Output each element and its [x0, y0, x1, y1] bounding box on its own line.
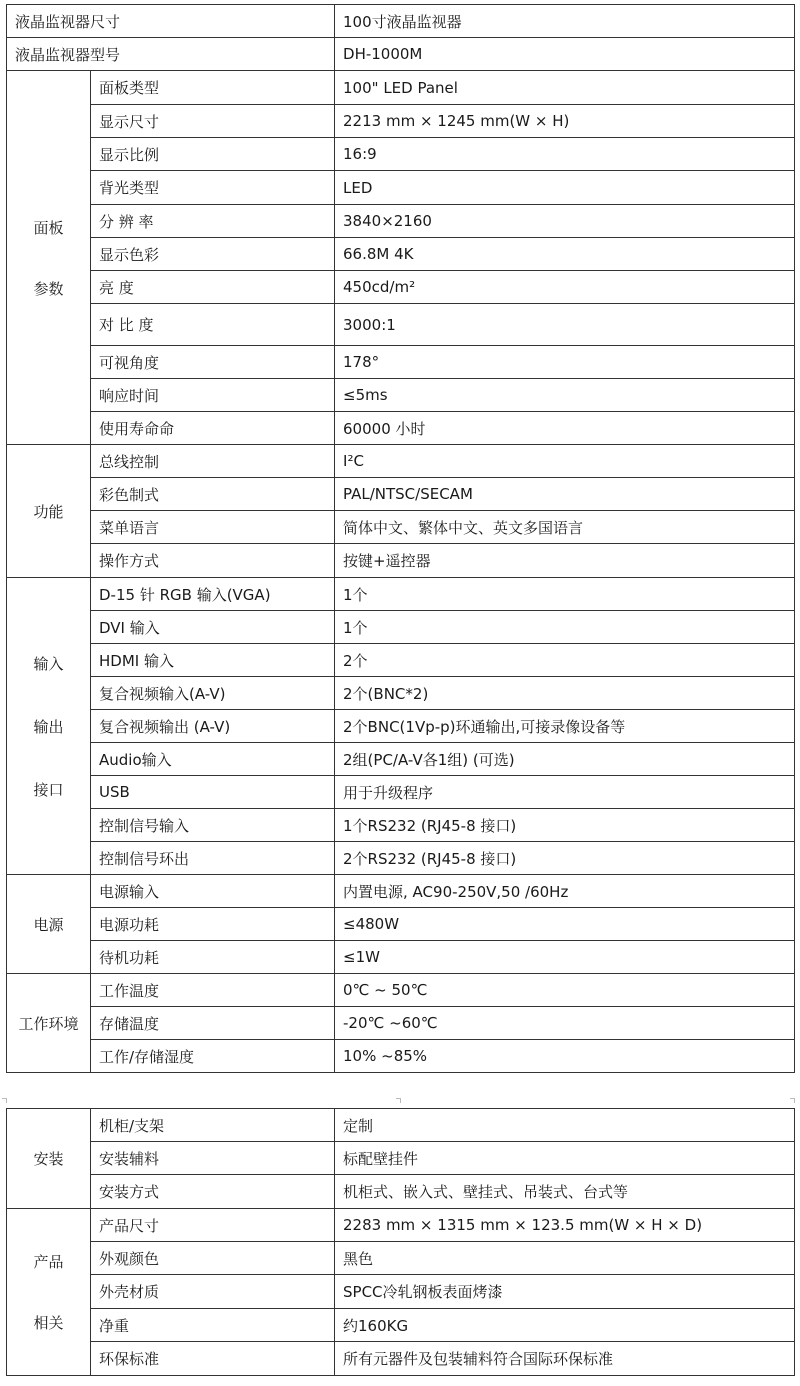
- spec-value: 黑色: [335, 1242, 795, 1275]
- table-row: [7, 105, 795, 138]
- table-row: [7, 511, 795, 544]
- category-label: 相关: [33, 1314, 64, 1332]
- spec-label: 存储温度: [91, 1007, 335, 1040]
- category-cell: [7, 1209, 91, 1376]
- spec-label: 液晶监视器尺寸: [7, 5, 335, 38]
- table-row: [7, 5, 795, 38]
- spec-value: 2213 mm × 1245 mm(W × H): [335, 105, 795, 138]
- table-row: [7, 1175, 795, 1209]
- spec-value: 450cd/m²: [335, 271, 795, 304]
- spec-value: 2个(BNC*2): [335, 677, 795, 710]
- spec-label: DVI 输入: [91, 611, 335, 644]
- table-row: [7, 1040, 795, 1073]
- spec-label: 显示尺寸: [91, 105, 335, 138]
- spec-value: 1个: [335, 578, 795, 611]
- spec-value: 3840×2160: [335, 205, 795, 238]
- spec-label: 菜单语言: [91, 511, 335, 544]
- spec-label: 电源功耗: [91, 908, 335, 941]
- spec-value: 约160KG: [335, 1309, 795, 1342]
- table-row: [7, 842, 795, 875]
- spec-value: 简体中文、繁体中文、英文多国语言: [335, 511, 795, 544]
- spec-label: 工作/存储湿度: [91, 1040, 335, 1073]
- spec-label: 净重: [91, 1309, 335, 1342]
- spec-label: 外壳材质: [91, 1275, 335, 1309]
- category-cell: [7, 71, 91, 445]
- spec-label: 可视角度: [91, 346, 335, 379]
- spec-label: 亮 度: [91, 271, 335, 304]
- spec-value: PAL/NTSC/SECAM: [335, 478, 795, 511]
- spec-value: I²C: [335, 445, 795, 478]
- table-row: [7, 908, 795, 941]
- category-label: 接口: [33, 780, 64, 799]
- spec-label: 显示比例: [91, 138, 335, 171]
- spec-label: 复合视频输出 (A-V): [91, 710, 335, 743]
- spec-value: ≤5ms: [335, 379, 795, 412]
- table-row: [7, 412, 795, 445]
- spec-value: 2个RS232 (RJ45-8 接口): [335, 842, 795, 875]
- spec-value: DH-1000M: [335, 38, 795, 71]
- table-row: [7, 809, 795, 842]
- table-row: [7, 379, 795, 412]
- spec-value: -20℃ ~60℃: [335, 1007, 795, 1040]
- spec-value: 2283 mm × 1315 mm × 123.5 mm(W × H × D): [335, 1209, 795, 1242]
- spec-label: 总线控制: [91, 445, 335, 478]
- table-row: [7, 1209, 795, 1242]
- page-separator: [0, 1098, 800, 1104]
- spec-label: 响应时间: [91, 379, 335, 412]
- table-row: [7, 1275, 795, 1309]
- category-cell: [7, 974, 91, 1073]
- spec-value: SPCC冷轧钢板表面烤漆: [335, 1275, 795, 1309]
- spec-value: ≤1W: [335, 941, 795, 974]
- spec-label: 安装方式: [91, 1175, 335, 1209]
- table-row: [7, 710, 795, 743]
- category-label: 工作环境: [18, 1014, 79, 1033]
- spec-label: 对 比 度: [91, 304, 335, 346]
- spec-label: Audio输入: [91, 743, 335, 776]
- table-row: [7, 71, 795, 105]
- table-row: [7, 1142, 795, 1175]
- spec-label: 控制信号环出: [91, 842, 335, 875]
- spec-value: ≤480W: [335, 908, 795, 941]
- spec-label: 彩色制式: [91, 478, 335, 511]
- table-row: [7, 1007, 795, 1040]
- spec-label: 显示色彩: [91, 238, 335, 271]
- spec-table-install: [6, 1108, 795, 1376]
- category-cell: [7, 445, 91, 578]
- category-label: 功能: [33, 502, 64, 521]
- table-row: [7, 677, 795, 710]
- spec-label: 控制信号输入: [91, 809, 335, 842]
- table-row: [7, 271, 795, 304]
- spec-label: D-15 针 RGB 输入(VGA): [91, 578, 335, 611]
- spec-label: 操作方式: [91, 544, 335, 578]
- spec-label: 环保标准: [91, 1342, 335, 1376]
- spec-value: 用于升级程序: [335, 776, 795, 809]
- spec-table-main: [6, 4, 795, 1073]
- spec-value: 按键+遥控器: [335, 544, 795, 578]
- spec-label: 使用寿命命: [91, 412, 335, 445]
- spec-value: 1个RS232 (RJ45-8 接口): [335, 809, 795, 842]
- spec-value: 0℃ ~ 50℃: [335, 974, 795, 1007]
- category-cell: [7, 578, 91, 875]
- table-row: [7, 1109, 795, 1142]
- category-label: 输出: [33, 717, 64, 736]
- spec-label: 外观颜色: [91, 1242, 335, 1275]
- table-row: [7, 38, 795, 71]
- table-row: [7, 1342, 795, 1376]
- table-row: [7, 611, 795, 644]
- spec-label: 背光类型: [91, 171, 335, 205]
- table-row: [7, 1242, 795, 1275]
- spec-value: 60000 小时: [335, 412, 795, 445]
- category-label: 参数: [33, 279, 64, 298]
- table-row: [7, 1309, 795, 1342]
- table-row: [7, 171, 795, 205]
- spec-value: 10% ~85%: [335, 1040, 795, 1073]
- table-row: [7, 776, 795, 809]
- spec-value: 机柜式、嵌入式、壁挂式、吊装式、台式等: [335, 1175, 795, 1209]
- table-row: [7, 238, 795, 271]
- spec-label: 液晶监视器型号: [7, 38, 335, 71]
- spec-value: LED: [335, 171, 795, 205]
- spec-label: 安装辅料: [91, 1142, 335, 1175]
- spec-value: 所有元器件及包装辅料符合国际环保标准: [335, 1342, 795, 1376]
- table-row: [7, 138, 795, 171]
- table-row: [7, 578, 795, 611]
- spec-value: 2个: [335, 644, 795, 677]
- table-row: [7, 544, 795, 578]
- category-label: 输入: [33, 654, 64, 673]
- spec-value: 178°: [335, 346, 795, 379]
- spec-value: 2组(PC/A-V各1组) (可选): [335, 743, 795, 776]
- spec-value: 标配壁挂件: [335, 1142, 795, 1175]
- category-label: 电源: [33, 915, 64, 934]
- table-row: [7, 346, 795, 379]
- table-row: [7, 875, 795, 908]
- spec-label: USB: [91, 776, 335, 809]
- table-row: [7, 941, 795, 974]
- spec-value: 100" LED Panel: [335, 71, 795, 105]
- spec-label: 产品尺寸: [91, 1209, 335, 1242]
- category-cell: [7, 875, 91, 974]
- table-row: [7, 304, 795, 346]
- spec-value: 定制: [335, 1109, 795, 1142]
- spec-value: 16:9: [335, 138, 795, 171]
- table-row: [7, 445, 795, 478]
- spec-label: 待机功耗: [91, 941, 335, 974]
- spec-value: 3000:1: [335, 304, 795, 346]
- spec-value: 内置电源, AC90-250V,50 /60Hz: [335, 875, 795, 908]
- spec-value: 2个BNC(1Vp-p)环通输出,可接录像设备等: [335, 710, 795, 743]
- table-row: [7, 478, 795, 511]
- category-cell: [7, 1109, 91, 1209]
- spec-label: 工作温度: [91, 974, 335, 1007]
- table-row: [7, 205, 795, 238]
- spec-value: 100寸液晶监视器: [335, 5, 795, 38]
- category-label: 安装: [33, 1150, 64, 1168]
- table-row: [7, 743, 795, 776]
- table-row: [7, 974, 795, 1007]
- category-label: 产品: [33, 1253, 64, 1271]
- spec-value: 66.8M 4K: [335, 238, 795, 271]
- spec-label: 分 辨 率: [91, 205, 335, 238]
- spec-label: 面板类型: [91, 71, 335, 105]
- spec-value: 1个: [335, 611, 795, 644]
- spec-label: HDMI 输入: [91, 644, 335, 677]
- spec-label: 电源输入: [91, 875, 335, 908]
- spec-label: 机柜/支架: [91, 1109, 335, 1142]
- category-label: 面板: [33, 218, 64, 237]
- table-row: [7, 644, 795, 677]
- spec-label: 复合视频输入(A-V): [91, 677, 335, 710]
